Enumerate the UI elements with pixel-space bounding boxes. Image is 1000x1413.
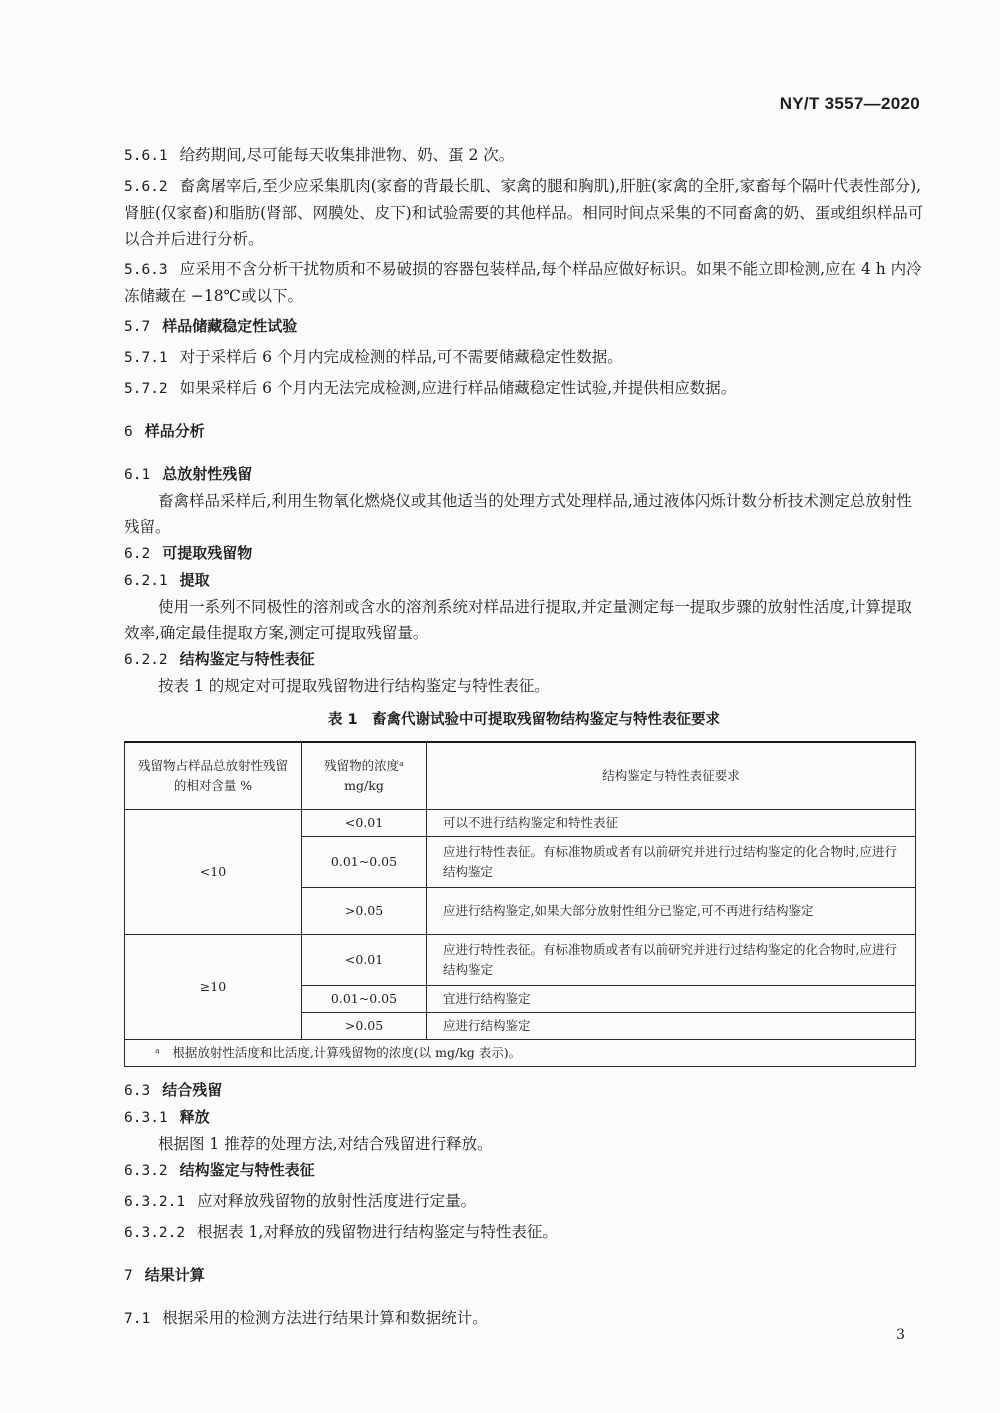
heading-text: 结构鉴定与特性表征 (179, 1161, 315, 1179)
clause-text: 应采用不含分析干扰物质和不易破损的容器包装样品,每个样品应做好标识。如果不能立即检测,应在 4 h 内冷冻储藏在 −18℃或以下。 (124, 260, 922, 305)
clause-6-3-2-2 (124, 1219, 924, 1246)
clause-5-6-3 (124, 256, 924, 309)
concentration-cell: >0.05 (302, 1013, 427, 1040)
concentration-cell: <0.01 (302, 935, 427, 986)
paragraph-6-1: 畜禽样品采样后,利用生物氧化燃烧仪或其他适当的处理方式处理样品,通过液体闪烁计数分析技术测定总放射性残留。 (124, 492, 912, 536)
clause-number: 7.1 (124, 1311, 151, 1327)
clause-number: 6.3.2.1 (124, 1194, 186, 1210)
paragraph-6-3-1: 根据图 1 推荐的处理方法,对结合残留进行释放。 (158, 1135, 493, 1153)
section-heading-6-1 (124, 461, 924, 488)
table-header-row (125, 742, 916, 810)
document-code: NY/T 3557—2020 (779, 94, 920, 113)
heading-text: 提取 (179, 571, 210, 589)
section-heading-6-2-1 (124, 567, 924, 594)
heading-text: 释放 (179, 1108, 210, 1126)
concentration-cell: >0.05 (302, 888, 427, 935)
clause-text: 对于采样后 6 个月内完成检测的样品,可不需要储藏稳定性数据。 (179, 348, 623, 366)
clause-number: 5.6.3 (124, 262, 168, 278)
section-heading-6-3-2 (124, 1157, 924, 1184)
concentration-cell: 0.01~0.05 (302, 986, 427, 1013)
clause-5-7-1 (124, 344, 924, 371)
clause-number: 6 (124, 424, 133, 440)
clause-number: 6.3.2.2 (124, 1225, 186, 1241)
concentration-cell: 0.01~0.05 (302, 837, 427, 888)
page-number: 3 (896, 1327, 905, 1343)
heading-text: 样品分析 (144, 422, 205, 440)
clause-5-6-1 (124, 142, 924, 169)
clause-6-3-2-1 (124, 1188, 924, 1215)
header-requirement: 结构鉴定与特性表征要求 (427, 742, 916, 810)
requirement-cell: 应进行结构鉴定 (427, 1013, 916, 1040)
heading-text: 总放射性残留 (162, 465, 253, 483)
clause-number: 5.7.1 (124, 350, 168, 366)
clause-number: 5.7.2 (124, 381, 168, 397)
paragraph-6-2-1: 使用一系列不同极性的溶剂或含水的溶剂系统对样品进行提取,并定量测定每一提取步骤的放射性活度,计算提取效率,确定最佳提取方案,测定可提取残留量。 (124, 598, 912, 642)
requirement-cell: 宜进行结构鉴定 (427, 986, 916, 1013)
heading-text: 可提取残留物 (162, 544, 253, 562)
section-heading-6-3 (124, 1077, 924, 1104)
table-footnote-row (125, 1040, 916, 1067)
clause-5-6-2 (124, 173, 924, 252)
header-relative-content: 残留物占样品总放射性残留的相对含量 % (125, 742, 302, 810)
paragraph-6-2-2: 按表 1 的规定对可提取残留物进行结构鉴定与特性表征。 (158, 677, 550, 695)
requirement-cell: 应进行特性表征。有标准物质或者有以前研究并进行过结构鉴定的化合物时,应进行结构鉴定 (427, 935, 916, 986)
heading-text: 样品储藏稳定性试验 (162, 317, 298, 335)
table-row (125, 810, 916, 837)
heading-text: 结合残留 (162, 1081, 223, 1099)
table-caption: 表 1 畜禽代谢试验中可提取残留物结构鉴定与特性表征要求 (327, 712, 721, 728)
requirement-cell: 应进行特性表征。有标准物质或者有以前研究并进行过结构鉴定的化合物时,应进行结构鉴定 (427, 837, 916, 888)
section-heading-6-3-1 (124, 1104, 924, 1131)
table-row (125, 935, 916, 986)
clause-text: 根据采用的检测方法进行结果计算和数据统计。 (162, 1309, 488, 1327)
clause-number: 6.3.1 (124, 1110, 168, 1126)
requirements-table (124, 741, 916, 1067)
header-concentration: 残留物的浓度ᵃ mg/kg (302, 742, 427, 810)
section-heading-7 (124, 1262, 924, 1289)
heading-text: 结果计算 (144, 1266, 205, 1284)
clause-5-7-2 (124, 375, 924, 402)
clause-number: 6.3.2 (124, 1163, 168, 1179)
section-heading-6-2 (124, 540, 924, 567)
group-content-cell: <10 (125, 810, 302, 935)
clause-text: 给药期间,尽可能每天收集排泄物、奶、蛋 2 次。 (179, 146, 515, 164)
clause-number: 7 (124, 1268, 133, 1284)
clause-number: 6.1 (124, 467, 151, 483)
heading-text: 结构鉴定与特性表征 (179, 650, 315, 668)
requirement-cell: 应进行结构鉴定,如果大部分放射性组分已鉴定,可不再进行结构鉴定 (427, 888, 916, 935)
clause-text: 根据表 1,对释放的残留物进行结构鉴定与特性表征。 (197, 1223, 558, 1241)
concentration-cell: <0.01 (302, 810, 427, 837)
clause-number: 5.6.1 (124, 148, 168, 164)
section-heading-6-2-2 (124, 646, 924, 673)
clause-text: 畜禽屠宰后,至少应采集肌肉(家畜的背最长肌、家禽的腿和胸肌),肝脏(家禽的全肝,家畜每个隔叶代表性部分),肾脏(仅家畜)和脂肪(肾部、网膜处、皮下)和试验需要的其他样品。相同时间点采集的不同畜禽的奶、蛋或组织样品可以合并后进行分析。 (124, 177, 924, 248)
group-content-cell: ≥10 (125, 935, 302, 1040)
clause-text: 如果采样后 6 个月内无法完成检测,应进行样品储藏稳定性试验,并提供相应数据。 (179, 379, 737, 397)
section-heading-6 (124, 418, 924, 445)
requirement-cell: 可以不进行结构鉴定和特性表征 (427, 810, 916, 837)
document-body (124, 142, 924, 1332)
clause-number: 6.2.1 (124, 573, 168, 589)
clause-number: 6.2 (124, 546, 151, 562)
clause-number: 6.3 (124, 1083, 151, 1099)
clause-text: 应对释放残留物的放射性活度进行定量。 (197, 1192, 477, 1210)
table-footnote: ᵃ 根据放射性活度和比活度,计算残留物的浓度(以 mg/kg 表示)。 (125, 1040, 916, 1067)
clause-number: 5.6.2 (124, 179, 168, 195)
clause-7-1 (124, 1305, 924, 1332)
clause-number: 6.2.2 (124, 652, 168, 668)
clause-number: 5.7 (124, 319, 151, 335)
section-heading-5-7 (124, 313, 924, 340)
